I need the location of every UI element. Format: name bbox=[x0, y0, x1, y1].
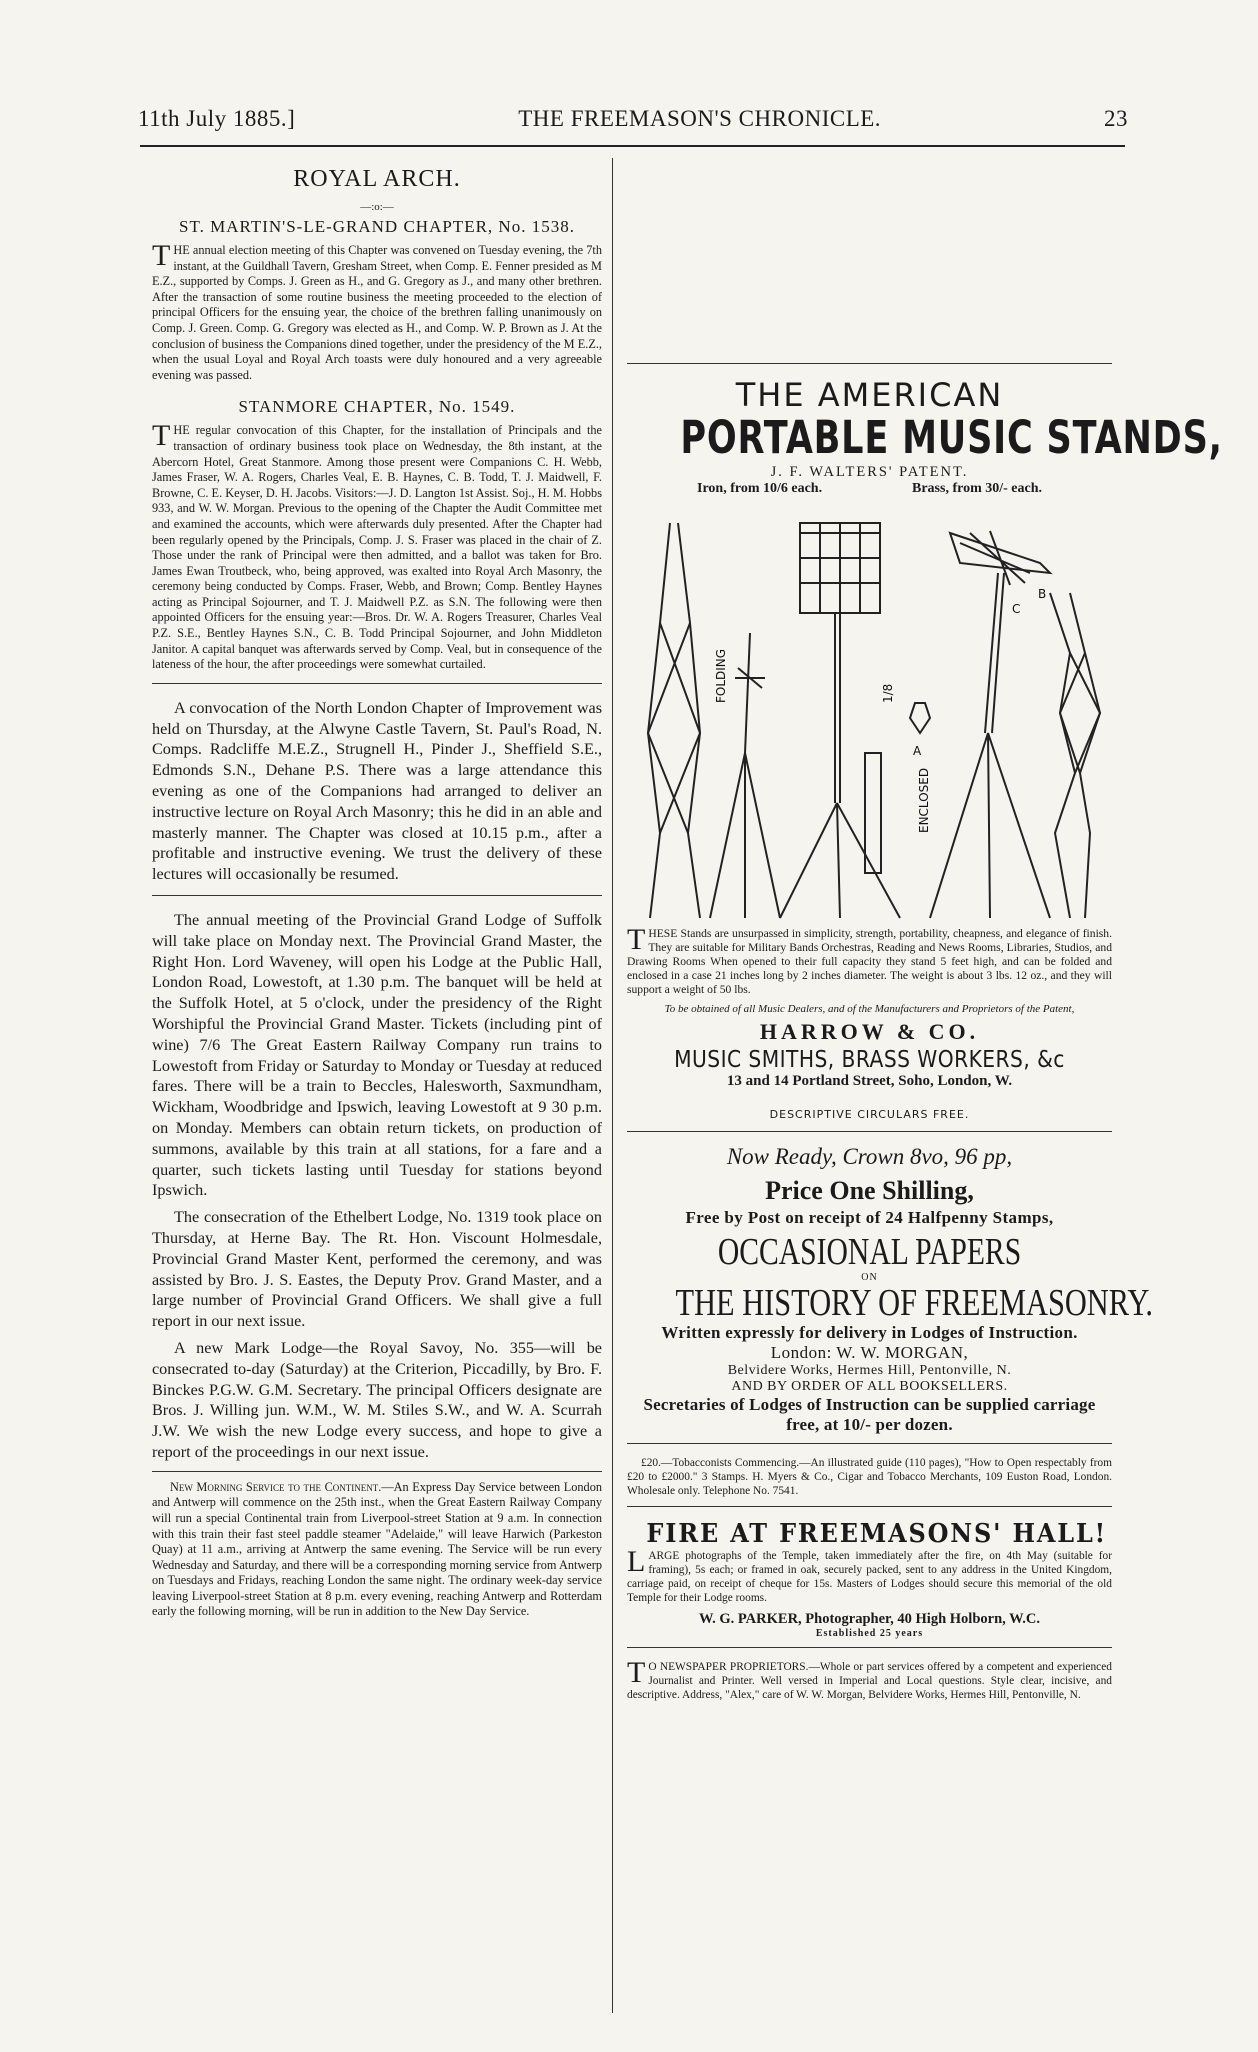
ethelbert-lodge-paragraph: The consecration of the Ethelbert Lodge, No. 1319 took place on Thursday, at Herne Bay. The Rt. Hon. Viscount Holmesdale, Provincial Grand Master Kent, performed the ceremony, and was assisted by Bro. J. S. Eastes, the Deputy Prov. Grand Master, and a large number of Provincial Grand Officers. We shall give a full report in our next issue. bbox=[152, 1208, 602, 1331]
divider bbox=[627, 363, 1112, 364]
occasional-papers-title: OCCASIONAL PAPERS bbox=[717, 1231, 1022, 1273]
belvidere-works-address: Belvidere Works, Hermes Hill, Pentonville, N. bbox=[727, 1363, 1012, 1378]
issue-date: 11th July 1885.] bbox=[138, 106, 296, 131]
column-divider bbox=[612, 158, 613, 2013]
chapter-1538-report: THE annual election meeting of this Chapter was convened on Tuesday evening, the 7th instant, at the Guildhall Tavern, Gresham Street, when Comp. E. Fenner presided as M E.Z., supported by Comps. J. Green as H., and G. Gregory as J., and many other brethren. After the transaction of some routine business the meeting proceeded to the election of principal Officers for the ensuing year, the choice of the brethren falling unanimously on Comp. J. Green. Comp. G. Gregory was elected as H., and Comp. W. P. Brown as J. At the conclusion of business the Companions dined together, under the presidency of the M E.Z., when the usual Loyal and Royal Arch toasts were duly honoured and a very agreeable evening was passed. bbox=[152, 239, 602, 382]
chapter-1538-title: ST. MARTIN'S-LE-GRAND CHAPTER, No. 1538. bbox=[179, 217, 575, 236]
header-rule bbox=[140, 145, 1125, 147]
music-stand-illustration bbox=[630, 503, 1110, 923]
morning-service-paragraph bbox=[152, 1480, 602, 1620]
morning-service-heading: New Morning Service to the Continent. bbox=[170, 1479, 382, 1494]
divider bbox=[627, 1131, 1112, 1132]
stand-obtain-note: To be obtained of all Music Dealers, and of the Manufacturers and Proprietors of the Patent, bbox=[664, 1003, 1075, 1015]
history-of-freemasonry-title: THE HISTORY OF FREEMASONRY. bbox=[675, 1282, 1153, 1324]
chapter-1549-title: STANMORE CHAPTER, No. 1549. bbox=[238, 397, 516, 417]
fire-at-freemasons-hall-heading: FIRE AT FREEMASONS' HALL! bbox=[646, 1519, 1107, 1549]
price-one-shilling: Price One Shilling, bbox=[765, 1176, 974, 1205]
page-header bbox=[138, 102, 1128, 136]
page-number: 23 bbox=[1103, 106, 1128, 131]
newspaper-proprietors-ad: TO NEWSPAPER PROPRIETORS.—Whole or part services offered by a competent and experienced Journalist and Printer. Well versed in Imperial and Local questions. Style clear, incisive, and descriptive. Address, "Alex," care of W. W. Morgan, Belvidere Works, Hermes Hill, Pentonville, N. bbox=[627, 1656, 1112, 1701]
tobacconists-ad: £20.—Tobacconists Commencing.—An illustrated guide (110 pages), "How to Open respectably from £20 to £2000." 3 Stamps. H. Myers & Co., Cigar and Tobacco Merchants, 109 Euston Road, London. Wholesale only. Telephone No. 7541. bbox=[627, 1457, 1112, 1497]
price-brass: Brass, from 30/- each. bbox=[912, 481, 1042, 496]
free-by-post: Free by Post on receipt of 24 Halfpenny Stamps, bbox=[685, 1208, 1054, 1227]
masthead-title: THE FREEMASON'S CHRONICLE. bbox=[518, 106, 882, 131]
label-scale: 1/8 bbox=[880, 683, 895, 703]
harrow-and-co: HARROW & CO. bbox=[759, 1019, 980, 1044]
divider bbox=[152, 1471, 602, 1472]
secretaries-supply-note: Secretaries of Lodges of Instruction can be supplied carriage free, at 10/- per dozen. bbox=[643, 1395, 1096, 1434]
label-folding: FOLDING bbox=[713, 648, 728, 703]
divider bbox=[152, 683, 602, 684]
label-c: C bbox=[1011, 602, 1020, 616]
ad-portable-music-stands: PORTABLE MUSIC STANDS, bbox=[680, 411, 1223, 464]
stand-description: THESE Stands are unsurpassed in simplicity, strength, portability, cheapness, and elegance of finish. They are suitable for Military Bands Orchestras, Reading and News Rooms, Libraries, Studios, and Drawing Rooms When opened to their full capacity they stand 5 feet high, and can be folded and enclosed in a case 21 inches long by 2 inches diameter. The weight is about 3 lbs. 12 oz., and they will support a weight of 50 lbs. bbox=[627, 923, 1112, 996]
label-enclosed: ENCLOSED bbox=[916, 767, 931, 833]
descriptive-circulars: DESCRIPTIVE CIRCULARS FREE. bbox=[769, 1108, 970, 1121]
divider bbox=[627, 1443, 1112, 1444]
portland-street-address: 13 and 14 Portland Street, Soho, London, W. bbox=[726, 1073, 1013, 1089]
established-line: Established 25 years bbox=[815, 1628, 924, 1639]
section-ornament: —:o:— bbox=[360, 201, 394, 213]
divider bbox=[627, 1506, 1112, 1507]
royal-arch-heading: ROYAL ARCH. bbox=[293, 166, 461, 192]
music-smiths-line: MUSIC SMITHS, BRASS WORKERS, &c bbox=[674, 1047, 1065, 1073]
written-for-lodges: Written expressly for delivery in Lodges of Instruction. bbox=[661, 1323, 1078, 1342]
morning-service-text: —An Express Day Service between London and Antwerp will commence on the 25th inst., when the Great Eastern Railway Company will run a special Continental train from Liverpool-street Station at 9 a.m. In connection with this train their fast steel paddle steamer "Adelaide," will leave Harwich (Parkeston Quay) at 11 a.m., arriving at Antwerp the same evening. The Service will be run every Wednesday and Saturday, and there will be a corresponding morning service from Antwerp on Tuesdays and Fridays, reaching London the same night. The ordinary week-day service leaving Liverpool-street Station at 8 p.m. every evening, reaching Antwerp and Rotterdam early the following morning, will be run in addition to the New Day Service. bbox=[152, 1479, 602, 1619]
ad-prices bbox=[627, 481, 1112, 497]
right-column bbox=[627, 355, 1223, 1708]
divider bbox=[152, 895, 602, 896]
now-ready-line: Now Ready, Crown 8vo, 96 pp, bbox=[726, 1144, 1013, 1169]
booksellers-line: AND BY ORDER OF ALL BOOKSELLERS. bbox=[731, 1379, 1008, 1394]
photographer-line: W. G. PARKER, Photographer, 40 High Holborn, W.C. bbox=[698, 1611, 1041, 1627]
divider bbox=[627, 1647, 1112, 1648]
chapter-1549-report: THE regular convocation of this Chapter, for the installation of Principals and the transaction of ordinary business took place on Wednesday, the 8th instant, at the Abercorn Hotel, Great Stanmore. Among those present were Companions C. H. Webb, James Fraser, W. A. Rogers, Charles Veal, E. B. Haynes, C. B. Todd, T. J. Maidwell, F. Browne, C. E. Keyser, D. H. Jacobs. Visitors:—J. D. Langton 1st Assist. Soj., H. M. Hobbs 933, and W. W. Morgan. Previous to the opening of the Chapter the Audit Committee met and examined the accounts, which were afterwards duly presented. After the Chapter had been regularly opened by the Principals, Comp. J. S. Fraser was placed in the chair of Z. Those under the rank of Principal were then admitted, and a ballot was taken for Bro. James Ewan Troutbeck, who, being approved, was exalted into Royal Arch Masonry, the ceremony being conducted by Comps. Fraser, Webb, and Brown; Comp. Bentley Haynes acting as Principal Sojourner, and T. J. Maidwell P.Z. as S.N. The following were then appointed Officers for the ensuing year:—Bros. Dr. W. A. Rogers Treasurer, Charles Veal P.Z. S.E., Bentley Haynes S.N., C. B. Todd Principal Sojourner, and John Middleton Janitor. A capital banquet was afterwards served by Comp. Veal, but in consequence of the lateness of the hour, the after proceedings were somewhat curtailed. bbox=[152, 419, 602, 672]
ad-the-american: THE AMERICAN bbox=[735, 376, 1004, 414]
price-iron: Iron, from 10/6 each. bbox=[697, 481, 823, 496]
ad-patent-line: J. F. WALTERS' PATENT. bbox=[770, 464, 969, 480]
fire-photographs-text: LARGE photographs of the Temple, taken immediately after the fire, on 4th May (suitable for framing), 5s each; or framed in oak, securely packed, sent to any address in the United Kingdom, carriage paid, on receipt of cheque for 15s. Masters of Lodges should secure this memorial of the old Temple for their Lodge rooms. bbox=[627, 1545, 1112, 1604]
suffolk-grand-lodge-paragraph: The annual meeting of the Provincial Grand Lodge of Suffolk will take place on Monday next. The Provincial Grand Master, the Right Hon. Lord Waveney, will open his Lodge at the Public Hall, London Road, Lowestoft, at 1.30 p.m. The banquet will be held at the Suffolk Hotel, at 5 o'clock, under the presidency of the Right Worshipful the Provincial Grand Master. Tickets (including pint of wine) 7/6 The Great Eastern Railway Company run trains to Lowestoft from Friday or Saturday to Monday or Tuesday at reduced fares. There will be a train to Beccles, Halesworth, Saxmundham, Wickham, Woodbridge and Ipswich, leaving Lowestoft at 9 30 p.m. on Monday. Members can obtain return tickets, on production of summons, available by this train at all stations, for a fare and a quarter, such tickets lasting until Tuesday for stations beyond Ipswich. bbox=[152, 911, 602, 1200]
label-b: B bbox=[1037, 587, 1046, 601]
north-london-chapter-paragraph: A convocation of the North London Chapter of Improvement was held on Thursday, at the Alwyne Castle Tavern, St. Paul's Road, N. Comps. Radcliffe M.E.Z., Strugnell H., Pinder J., Sheffield S.E., Edmonds S.N., Dehane P.S. There was a large attendance this evening as one of the Companions had arranged to deliver an instructive lecture on Royal Arch Masonry; this he did in an able and masterly manner. The Chapter was closed at 10.15 p.m., after a profitable and instructive evening. We trust the delivery of these lectures will occasionally be resumed. bbox=[152, 698, 602, 884]
left-column bbox=[152, 160, 602, 1626]
on-label: ON bbox=[861, 1272, 878, 1283]
label-a: A bbox=[912, 744, 921, 758]
royal-savoy-mark-lodge-paragraph: A new Mark Lodge—the Royal Savoy, No. 355—will be consecrated to-day (Saturday) at the Criterion, Piccadilly, by Bro. F. Binckes P.G.W. G.M. Secretary. The principal Officers designate are Bros. J. Willing jun. W.M., W. M. Stiles S.W., and W. A. Scurrah J.W. We wish the new Lodge every success, and hope to give a report of the proceedings in our next issue. bbox=[152, 1338, 602, 1461]
publisher-london: London: W. W. MORGAN, bbox=[770, 1343, 969, 1362]
